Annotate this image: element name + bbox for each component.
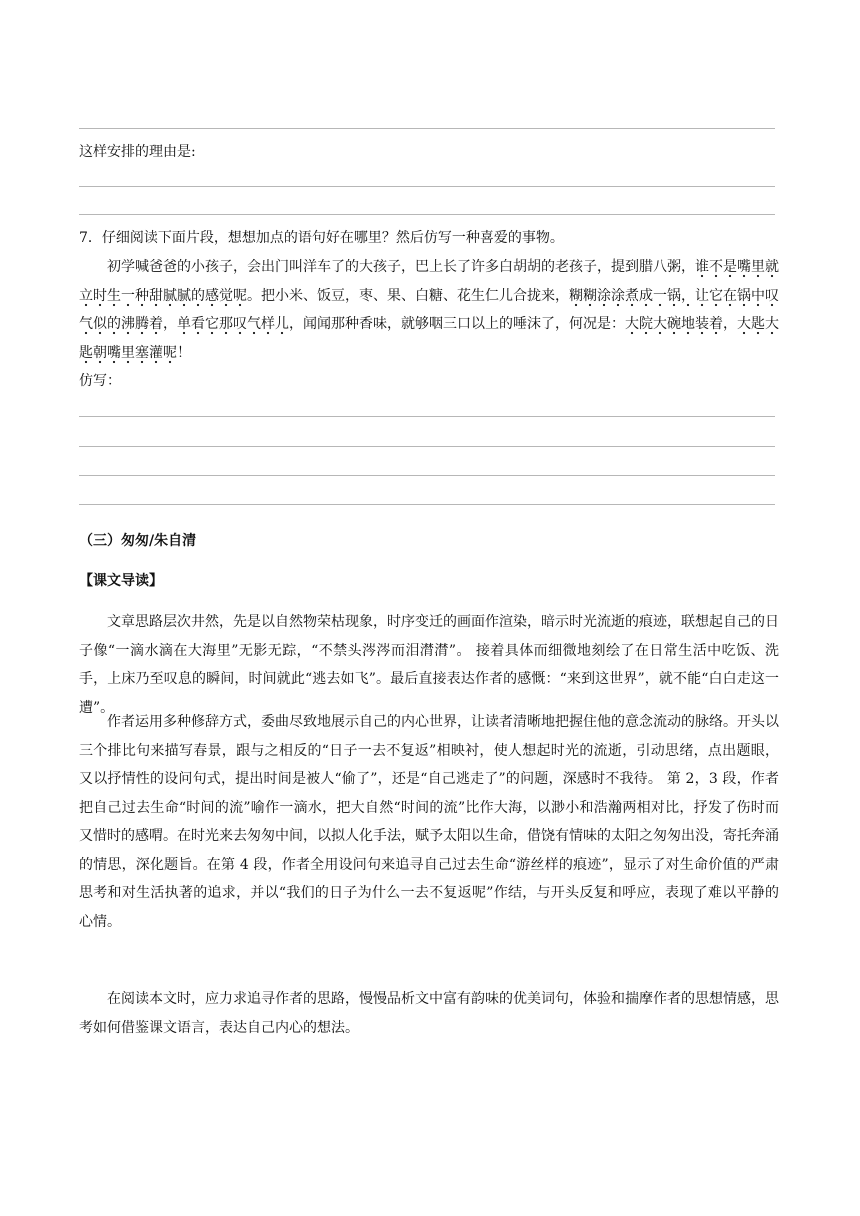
passage-segment: 初学喊爸爸的小孩子，会出门叫洋车了的大孩子，巴上长了许多白胡胡的老孩子，提到腊八粥，: [107, 259, 695, 275]
answer-line: [79, 128, 775, 129]
guide-paragraph: 作者运用多种修辞方式，委曲尽致地展示自己的内心世界，让读者清晰地把握住他的意念流动的脉络。开头以三个排比句来描写春景，跟与之相反的“日子一去不复返”相映衬，使人想起时光的流逝，引动思绪，点出题眼，又以抒情性的设问句式，提出时间是被人“偷了”，还是“自己逃走了”的问题，深感时不我待。 第 2，3 段，作者把自己过去生命“时间的流”喻作一滴水，把大自然“时间的流”比作大海，以渺小和浩瀚两相对比，抒发了伤时而又惜时的感喟。在时光来去匆匆中间，以拟人化手法，赋予太阳以生命，借饶有情味的太阳之匆匆出没，寄托奔涌的情思，深化题旨。在第 4 段，作者全用设问句来追寻自己过去生命“游丝样的痕迹”，显示了对生命价值的严肃思考和对生活执著的追求，并以“我们的日子为什么一去不复返呢”作结，与开头反复和呼应，表现了难以平静的心情。: [79, 714, 779, 930]
dotted-phrase: 大院大碗地装着: [625, 316, 723, 335]
passage-segment: ，: [163, 316, 177, 332]
dotted-phrase: 谁不是嘴里就立时生一种甜腻腻的感觉呢: [79, 259, 779, 307]
answer-line: [79, 214, 775, 215]
answer-line: [79, 186, 775, 187]
guide-title: 【课文导读】: [79, 573, 163, 589]
passage-segment: ，闻闻那种香味，就够咽三口以上的唾沫了，何况是：: [289, 316, 625, 332]
passage-segment: ！: [177, 344, 191, 361]
section-title: （三）匆匆/朱自清: [79, 533, 197, 549]
dotted-phrase: 单看它那叹气样儿: [177, 316, 289, 335]
guide-paragraph: 文章思路层次井然，先是以自然物荣枯现象，时序变迁的画面作渲染，暗示时光流逝的痕迹，联想起自己的日子像“一滴水滴在大海里”无影无踪，“不禁头涔涔而泪潸潸”。 接着具体而细微地刻绘了在日常生活中吃饭、洗手，上床乃至叹息的瞬间，时间就此“逃去如飞”。最后直接表达作者的感慨：“来到这世界”，就不能“白白走这一遭”。: [79, 614, 779, 716]
question-7-prompt: 7．仔细阅读下面片段，想想加点的语句好在哪里？然后仿写一种喜爱的事物。: [79, 230, 564, 246]
imitate-label: 仿写：: [79, 373, 121, 389]
answer-line: [79, 504, 775, 505]
question-7-passage: [79, 253, 779, 367]
guide-paragraph: 在阅读本文时，应力求追寻作者的思路，慢慢品析文中富有韵味的优美词句，体验和揣摩作者的思想情感，思考如何借鉴课文语言，表达自己内心的想法。: [79, 991, 779, 1036]
answer-line: [79, 416, 775, 417]
passage-segment: ，: [723, 316, 737, 332]
dotted-phrase: 糊糊涂涂煮成一锅，让它在锅中叹气似的沸腾着: [79, 288, 779, 336]
dotted-phrase: 大匙大匙朝嘴里塞灌呢: [79, 316, 779, 364]
answer-line: [79, 475, 775, 476]
reason-label: 这样安排的理由是:: [79, 144, 196, 160]
passage-segment: 。把小米、饭豆，枣、果、白糖、花生仁儿合拢来，: [247, 287, 569, 304]
answer-line: [79, 446, 775, 447]
